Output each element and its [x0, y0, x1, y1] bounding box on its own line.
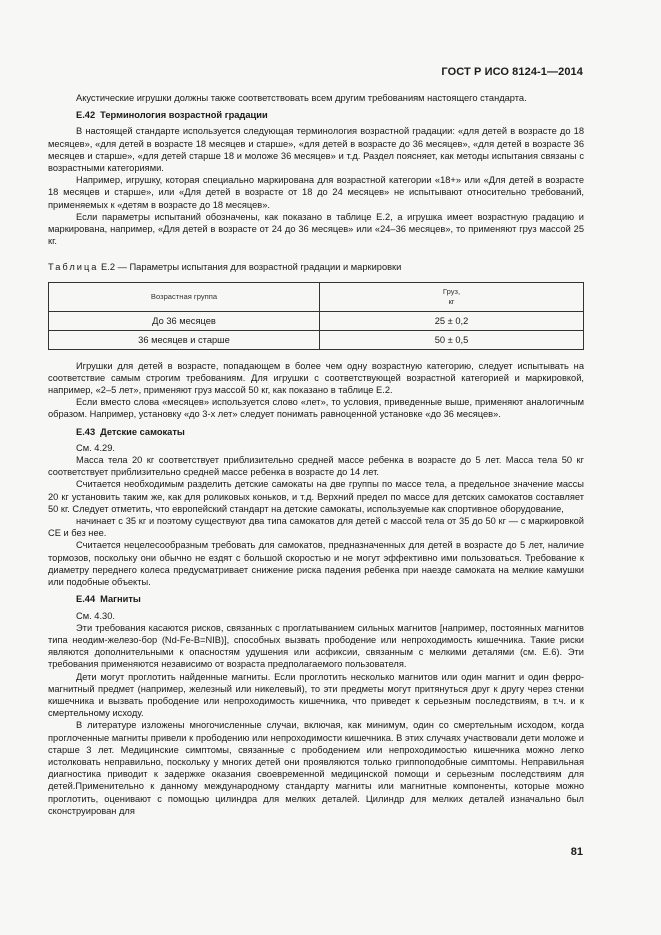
column-header-load — [320, 282, 584, 311]
paragraph: начинает с 35 кг и поэтому существуют два типа самокатов для детей с массой тела от 35 до 50 кг — с маркировкой СЕ и без нее. — [48, 516, 584, 539]
document-code: ГОСТ Р ИСО 8124-1—2014 — [441, 66, 583, 78]
page-content — [48, 92, 584, 817]
table-cell-group: 36 месяцев и старше — [49, 330, 320, 349]
intro-paragraph: Акустические игрушки должны также соответствовать всем другим требованиям настоящего стандарта. — [76, 93, 527, 103]
paragraph: Если вместо слова «месяцев» используется слово «лет», то условия, приведенные выше, применяют аналогичным образом. Например, установку «до 3-х лет» следует понимать равноценной установке «до 36 месяцев». — [48, 397, 584, 420]
paragraph: См. 4.29. — [76, 442, 115, 453]
page-number: 81 — [570, 846, 583, 858]
section-title: Терминология возрастной градации — [100, 110, 268, 121]
paragraph: Например, игрушку, которая специально маркирована для возрастной категории «18+» или «Для детей в возрасте 18 месяцев и старше», или «Для детей в возрасте от 18 до 24 месяцев» не испытывают относительно требований, применяемых к «детям в возрасте до 18 месяцев». — [48, 175, 584, 210]
table-caption-word: Таблица — [48, 262, 99, 273]
paragraph: См. 4.30. — [76, 610, 115, 621]
section-number: Е.44 — [76, 594, 96, 605]
paragraph: Дети могут проглотить найденные магниты. Если проглотить несколько магнитов или один магнит и один ферро-магнитный предмет (например, железный или никелевый), то эти предметы могут притянуться друг к другу через стенки кишечника и вызвать прободение или непроходимость кишечника, что приведет к серьезным последствиям, в т.ч. и к смертельному исходу. — [48, 671, 584, 719]
paragraph: В настоящей стандарте используется следующая терминология возрастной градации: «для детей в возрасте до 18 месяцев», «для детей в возрасте 18 месяцев и старше», «для детей в возрасте до 36 месяцев», «для детей в возрасте 36 месяцев и старше», «для детей старше 18 и моложе 36 месяцев» и т.д. Раздел поясняет, как методы испытания связаны с возрастными категориями. — [48, 126, 584, 174]
table-header-row — [49, 282, 584, 311]
table-row — [49, 311, 584, 330]
section-e42-heading — [76, 109, 584, 121]
section-number: Е.42 — [76, 110, 96, 121]
paragraph: Считается нецелесообразным требовать для самокатов, предназначенных для детей в возрасте до 5 лет, наличие тормозов, поскольку они обычно не ездят с большой скоростью и не могут эффективно ими пользоваться. Требование к диаметру переднего колеса предусматривает снижение риска падения ребенка при наезде самоката на мелкие камушки или подобные объекты. — [48, 540, 584, 588]
paragraph: Масса тела 20 кг соответствует приблизительно средней массе ребенка в возрасте до 5 лет. Масса тела 50 кг соответствует приблизительно средней массе ребенка в возрасте до 14 лет. — [48, 455, 584, 478]
table-caption — [48, 261, 584, 273]
paragraph: Игрушки для детей в возрасте, попадающем в более чем одну возрастную категорию, следует испытывать на соответствие самым строгим требованиям. Для игрушки с соответствующей возрастной категорией и маркировкой, например, «2–5 лет», применяют груз массой 50 кг, как показано в таблице Е.2. — [48, 360, 584, 396]
paragraph: В литературе изложены многочисленные случаи, включая, как минимум, один со смертельным исходом, когда проглоченные магниты привели к прободению или непроходимости кишечника. В этих случаях участвовали дети моложе и старше 3 лет. Медицинские симптомы, связанные с прободением или непроходимостью кишечника можно легко истолковать неправильно, поскольку у многих детей они проявляются только гриппоподобные симптомы. Неправильная диагностика приводит к задержке оказания своевременной медицинской помощи и серьезным последствиям для детей.Применительно к данному международному стандарту магниты или магнитные компоненты, которые можно проглотить, оценивают с помощью цилиндра для мелких деталей. Цилиндр для мелких деталей изначально был сконструирован для — [48, 720, 584, 816]
table-cell-group: До 36 месяцев — [49, 311, 320, 330]
table-row — [49, 330, 584, 349]
column-header-age: Возрастная группа — [49, 282, 320, 311]
column-header-load-line1: Груз, — [442, 286, 461, 296]
section-title: Детские самокаты — [100, 426, 185, 437]
section-e43-heading — [76, 426, 584, 438]
load-table — [48, 282, 584, 350]
section-number: Е.43 — [76, 426, 96, 437]
paragraph: Эти требования касаются рисков, связанных с проглатыванием сильных магнитов [например, постоянных магнитов типа неодим-железо-бор (Nd-Fe-B=NIB)], способных вызвать прободение или непроходимость кишечника. Такие риски являются дополнительными к опасностям удушения или асфиксии, связанным с мелкими деталями (см. Е.6). Эти требования применяются независимо от возраста предполагаемого пользователя. — [48, 622, 584, 670]
paragraph: Если параметры испытаний обозначены, как показано в таблице Е.2, а игрушка имеет возрастную градацию и маркирована, например, «Для детей в возрасте от 24 до 36 месяцев» или «24–36 месяцев», то применяют груз массой 25 кг. — [48, 211, 584, 247]
section-e44-heading — [76, 593, 584, 605]
table-caption-text: Е.2 — Параметры испытания для возрастной градации и маркировки — [101, 262, 402, 273]
table-cell-load: 25 ± 0,2 — [320, 311, 584, 330]
table-cell-load: 50 ± 0,5 — [320, 330, 584, 349]
column-header-load-unit: кг — [448, 296, 455, 306]
section-title: Магниты — [100, 594, 141, 605]
paragraph: Считается необходимым разделить детские самокаты на две группы по массе тела, а предельное значение массы 20 кг установить таким же, как для роликовых коньков, и т.д. Верхний предел по массе для детских самокатов составляет 50 кг. Следует отметить, что европейский стандарт на детские самокаты, используемые как спортивное оборудование, — [48, 479, 584, 514]
